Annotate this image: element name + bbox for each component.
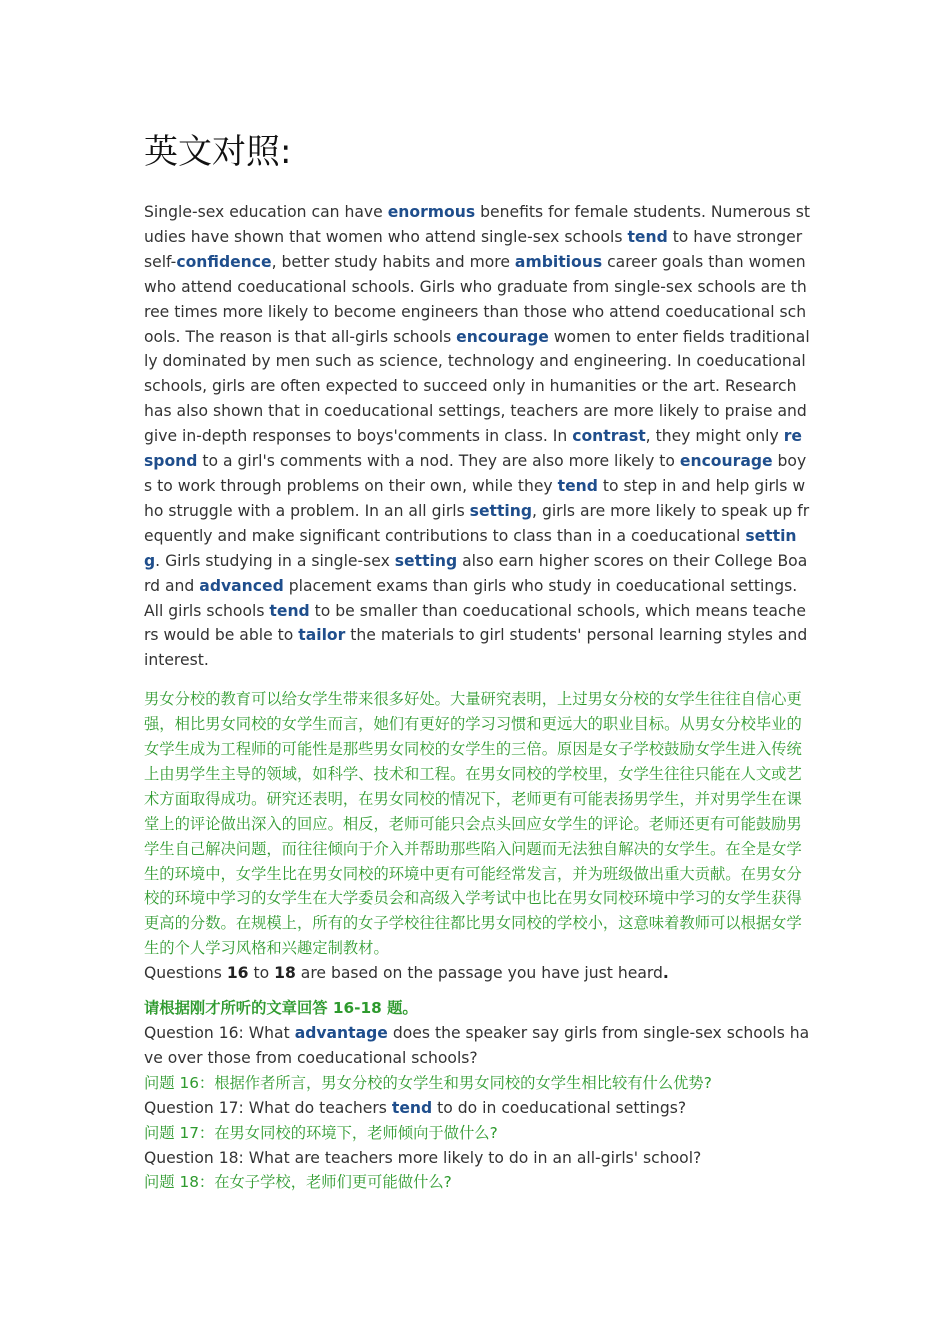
keyword: advantage [294, 1024, 388, 1042]
keyword: tend [557, 476, 598, 495]
text-segment: to do in coeducational settings? [432, 1098, 687, 1117]
text-segment: boys to work through problems on their own, while they [144, 452, 807, 495]
questions-intro-suffix: are based on the passage you have just heard [295, 964, 663, 983]
text-segment: Question 16: What [144, 1024, 295, 1042]
question-18-chinese: 问题 18：在女子学校，老师们更可能做什么? [144, 1173, 452, 1192]
questions-intro-num2: 18 [274, 964, 296, 983]
text-segment: benefits for female students. Numerous studies have shown that women who attend single-sex schools [144, 203, 811, 246]
keyword: tend [391, 1098, 433, 1117]
text-segment: the materials to girl students' personal learning styles and interest. [144, 626, 808, 670]
english-passage [144, 200, 810, 673]
page-title: 英文对照: [144, 132, 292, 172]
text-segment: career goals than women who attend coeducational schools. Girls who graduate from single-sex schools are three times more likely to become engineers than those who attend coeducational schools. The reason is that all-girls schools [144, 252, 807, 346]
text-segment: , girls are more likely to speak up frequently and make significant contributions to class than in a coeducational [144, 501, 810, 545]
text-segment: to be smaller than coeducational schools, which means teachers would be able to [144, 601, 806, 645]
keyword: setting [144, 526, 797, 570]
text-segment: to a girl's comments with a nod. They are also more likely to [197, 452, 680, 471]
questions-intro-chinese: 请根据刚才所听的文章回答 16-18 题。 [144, 999, 418, 1018]
keyword: tend [627, 227, 668, 246]
keyword: encourage [679, 452, 773, 471]
text-segment: to have stronger self- [144, 227, 803, 271]
text-segment: placement exams than girls who study in coeducational settings. All girls schools [144, 576, 798, 620]
keyword: setting [469, 501, 533, 520]
text-segment: , they might only [645, 427, 784, 446]
questions-intro [144, 961, 810, 986]
keyword: advanced [199, 576, 284, 595]
chinese-translation: 男女分校的教育可以给女学生带来很多好处。大量研究表明，上过男女分校的女学生往往自信心更强，相比男女同校的女学生而言，她们有更好的学习习惯和更远大的职业目标。从男女分校毕业的女学生成为工程师的可能性是那些男女同校的女学生的三倍。原因是女子学校鼓励女学生进入传统上由男学生主导的领域，如科学、技术和工程。在男女同校的学校里，女学生往往只能在人文或艺术方面取得成功。研究还表明，在男女同校的情况下，老师更有可能表扬男学生，并对男学生在课堂上的评论做出深入的回应。相反，老师可能只会点头回应女学生的评论。老师还更有可能鼓励男学生自己解决问题，而往往倾向于介入并帮助那些陷入问题而无法独自解决的女学生。在全是女学生的环境中，女学生比在男女同校的环境中更有可能经常发言，并为班级做出重大贡献。在男女分校的环境中学习的女学生在大学委员会和高级入学考试中也比在男女同校环境中学习的女学生获得更高的分数。在规模上，所有的女子学校往往都比男女同校的学校小，这意味着教师可以根据女学生的个人学习风格和兴趣定制教材。 [144, 690, 802, 958]
question-17 [144, 1096, 810, 1121]
questions-intro-num1: 16 [226, 964, 249, 983]
keyword: ambitious [514, 252, 603, 271]
document-page [144, 128, 810, 1195]
text-segment: Question 17: What do teachers [144, 1098, 392, 1117]
text-segment: to step in and help girls who struggle with a problem. In an all girls [144, 476, 806, 520]
questions-intro-mid: to [248, 964, 275, 983]
text-segment: does the speaker say girls from single-sex schools have over those from coeducational schools? [144, 1024, 810, 1067]
text-segment: Single-sex education can have [144, 203, 388, 221]
text-segment: also earn higher scores on their College Board and [144, 551, 808, 595]
questions-intro-prefix: Questions [144, 964, 227, 983]
keyword: respond [144, 427, 802, 471]
question-18 [144, 1146, 810, 1171]
keyword: setting [394, 551, 458, 570]
text-segment: , better study habits and more [271, 252, 515, 271]
question-16-chinese: 问题 16：根据作者所言，男女分校的女学生和男女同校的女学生相比较有什么优势? [144, 1073, 712, 1092]
question-16 [144, 1021, 810, 1071]
questions-intro-end: . [662, 964, 669, 983]
keyword: enormous [387, 203, 476, 221]
keyword: tailor [298, 626, 346, 645]
keyword: encourage [456, 327, 549, 346]
question-list [144, 1021, 810, 1195]
keyword: contrast [572, 427, 646, 446]
question-17-chinese: 问题 17：在男女同校的环境下，老师倾向于做什么? [144, 1123, 498, 1142]
keyword: confidence [176, 252, 272, 271]
text-segment: women to enter fields traditionally dominated by men such as science, technology and engineering. In coeducational schools, girls are often expected to succeed only in humanities or the art. Research has also shown that in coeducational settings, teachers are more likely to praise and give in-depth responses to boys'comments in class. In [144, 327, 810, 446]
text-segment: Question 18: What are teachers more likely to do in an all-girls' school? [144, 1148, 702, 1167]
text-segment: . Girls studying in a single-sex [155, 551, 395, 570]
keyword: tend [269, 601, 310, 620]
